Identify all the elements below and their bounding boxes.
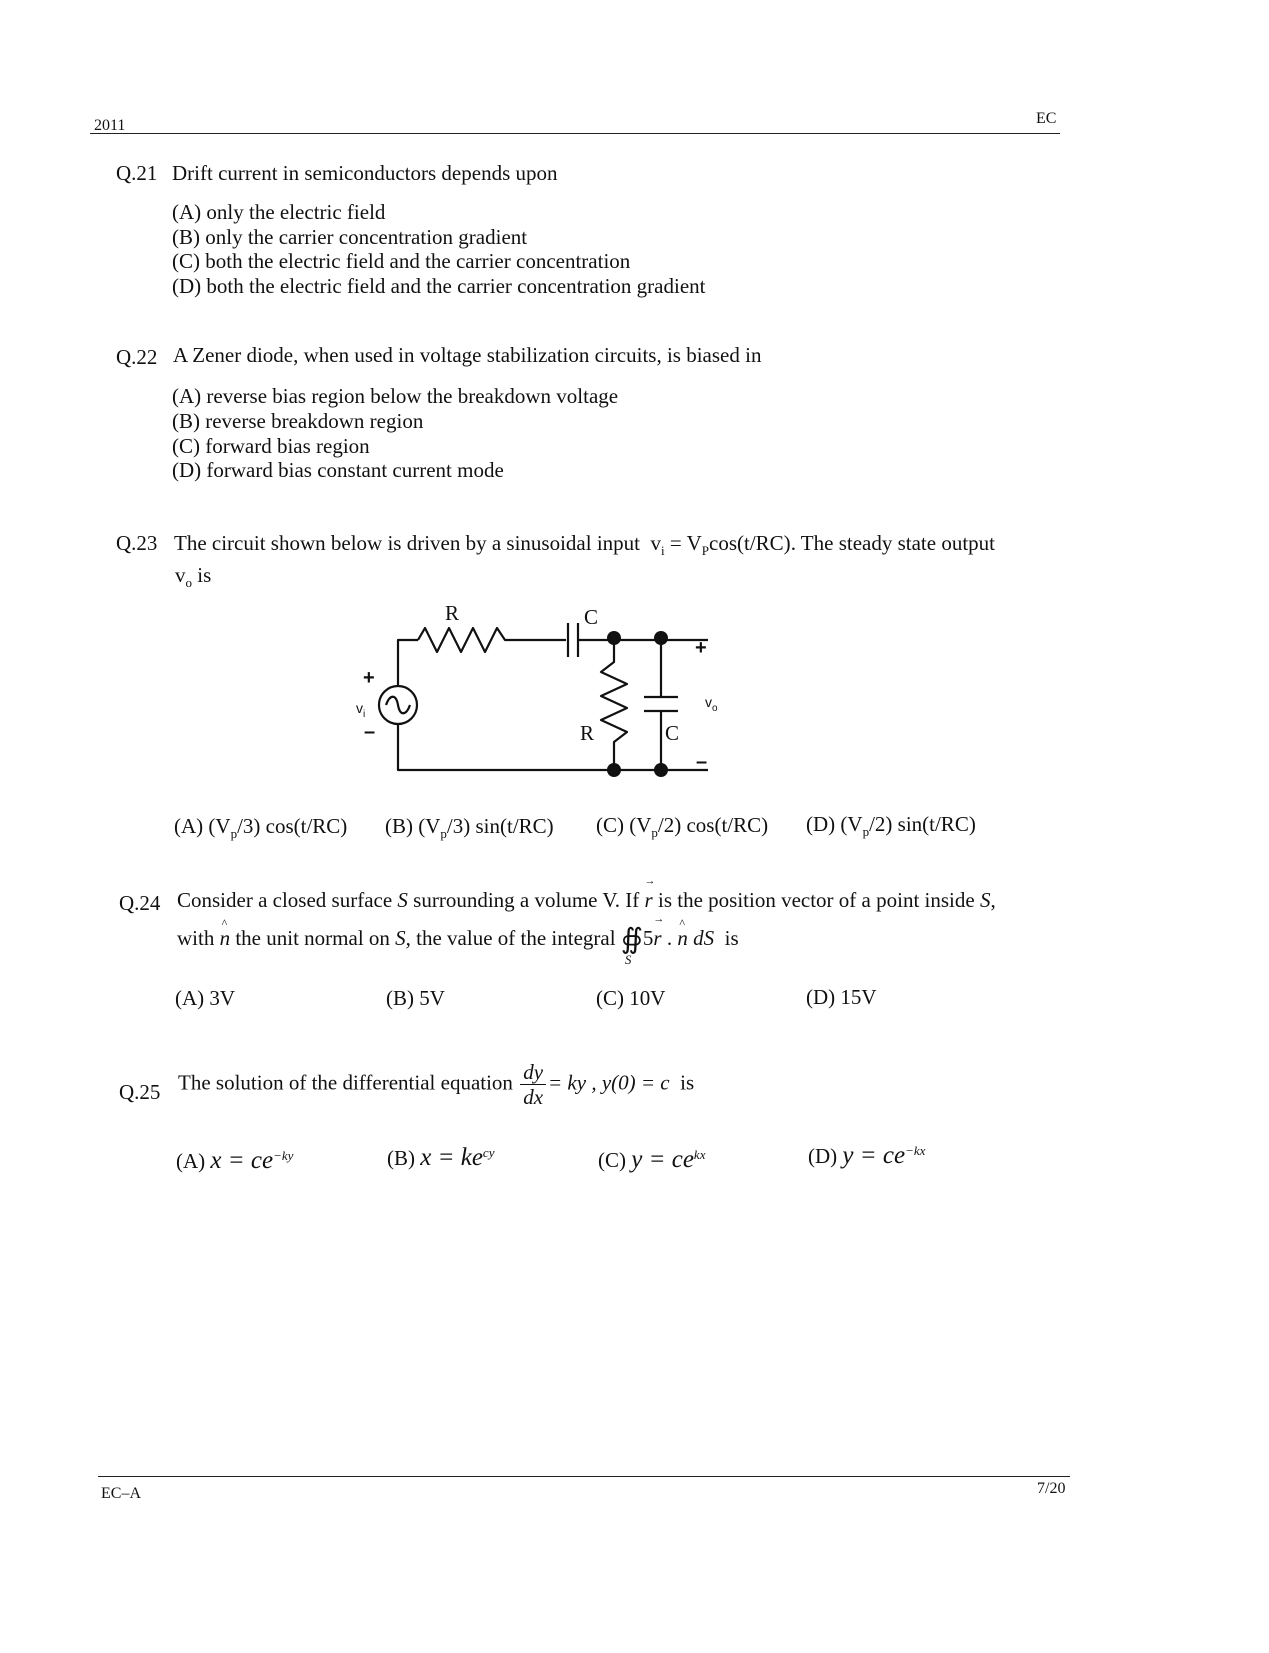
question-text-line-2: with ^ n the unit normal on S, the value of the integral ∯5→ r . ^ n dS S is bbox=[177, 922, 739, 956]
question-text-line-2 bbox=[175, 563, 211, 591]
option-b: (B) 5V bbox=[386, 986, 445, 1010]
header-rule bbox=[90, 133, 1060, 134]
vo-subscript: o bbox=[185, 575, 192, 591]
node-dot bbox=[607, 763, 621, 777]
sine-wave-icon bbox=[386, 697, 410, 714]
header-year: 2011 bbox=[94, 117, 126, 134]
output-minus: – bbox=[696, 751, 708, 773]
question-text-intro: The circuit shown below is driven by a sinusoidal input bbox=[174, 531, 641, 555]
question-number: Q.23 bbox=[116, 531, 158, 555]
vp-symbol: V bbox=[686, 531, 702, 555]
derivative-fraction: $\frac{dy}{dx}$ bbox=[520, 1060, 546, 1109]
surface-integral: ∯5→ r . ^ n dS S bbox=[621, 922, 714, 956]
wire bbox=[398, 640, 418, 686]
option-a: (A) 3V bbox=[175, 986, 236, 1010]
closed-surface-integral-sign: ∯ bbox=[620, 924, 643, 955]
question-text-tail: . The steady state output bbox=[790, 531, 996, 555]
option-c: (C) forward bias region bbox=[172, 434, 370, 458]
option-d: (D) both the electric field and the carrier concentration gradient bbox=[172, 274, 706, 298]
label-c-series: C bbox=[584, 605, 599, 629]
option-d: (D) 15V bbox=[806, 985, 877, 1009]
label-c-shunt: C bbox=[665, 721, 680, 745]
question-number: Q.21 bbox=[116, 161, 158, 185]
vp-subscript: P bbox=[701, 543, 710, 559]
label-r-shunt: R bbox=[580, 721, 595, 745]
header-subject: EC bbox=[1036, 110, 1057, 127]
option-b: (B) $x = ke^{cy}$ bbox=[387, 1144, 495, 1171]
option-a: (A) only the electric field bbox=[172, 200, 386, 224]
option-b: (B) reverse breakdown region bbox=[172, 409, 424, 433]
output-plus: + bbox=[695, 637, 707, 659]
option-b: (B) only the carrier concentration gradient bbox=[172, 225, 528, 249]
input-minus: – bbox=[364, 721, 376, 743]
unit-normal-n: ^ n bbox=[220, 926, 231, 951]
option-a: (A) reverse bias region below the breakdown voltage bbox=[172, 384, 619, 408]
option-d: (D) $(V_p/2)$ sin(t/RC) bbox=[806, 812, 976, 840]
integral-subscript: S bbox=[624, 952, 632, 967]
vi-subscript: i bbox=[661, 543, 665, 559]
input-plus: + bbox=[363, 667, 375, 689]
option-d: (D) forward bias constant current mode bbox=[172, 458, 504, 482]
question-number: Q.25 bbox=[119, 1080, 161, 1104]
node-dot bbox=[654, 631, 668, 645]
footer-rule bbox=[98, 1476, 1070, 1477]
rc-circuit-diagram bbox=[330, 595, 740, 795]
input-argument: cos(t/RC) bbox=[709, 531, 791, 555]
option-d: (D) $y = ce^{-kx}$ bbox=[808, 1142, 926, 1169]
option-c: (C) $y = ce^{kx}$ bbox=[598, 1146, 706, 1173]
position-vector-r: → r bbox=[645, 888, 653, 913]
shunt-resistor bbox=[601, 640, 627, 770]
output-voltage-label: $v_o$ bbox=[705, 694, 718, 714]
question-text: Drift current in semiconductors depends upon bbox=[172, 161, 558, 185]
shunt-capacitor bbox=[644, 640, 678, 770]
option-a: (A) $(V_p/3)$ cos(t/RC) bbox=[174, 814, 348, 842]
option-b: (B) $(V_p/3)$ sin(t/RC) bbox=[385, 814, 554, 842]
question-number: Q.24 bbox=[119, 891, 161, 915]
initial-condition: y(0) = c bbox=[601, 1070, 670, 1095]
option-a: (A) $x = ce^{-ky}$ bbox=[176, 1147, 294, 1174]
surface-s: S bbox=[397, 888, 408, 912]
footer-page-number: 7/20 bbox=[1037, 1480, 1066, 1497]
series-resistor bbox=[418, 628, 566, 652]
series-capacitor bbox=[568, 623, 578, 657]
vo-symbol: v bbox=[175, 563, 186, 587]
question-text: The solution of the differential equation $\frac{dy}{dx}$ = ky , y(0) = c is bbox=[178, 1060, 695, 1109]
question-text bbox=[174, 531, 995, 559]
node-dot bbox=[607, 631, 621, 645]
equals-sign: = bbox=[669, 531, 682, 555]
input-voltage-label: $v_i$ bbox=[356, 700, 366, 720]
option-c: (C) $(V_p/2)$ cos(t/RC) bbox=[596, 813, 769, 841]
footer-paper-code: EC–A bbox=[101, 1485, 141, 1502]
question-text: Consider a closed surface S surrounding a volume V. If → r is the position vector of a point inside S, bbox=[177, 888, 996, 913]
vi-symbol: v bbox=[650, 531, 662, 555]
question-number: Q.22 bbox=[116, 345, 158, 369]
node-dot bbox=[654, 763, 668, 777]
question-text-end: is bbox=[197, 563, 212, 587]
question-text: A Zener diode, when used in voltage stabilization circuits, is biased in bbox=[173, 343, 762, 367]
option-c: (C) both the electric field and the carrier concentration bbox=[172, 249, 631, 273]
label-r-series: R bbox=[445, 601, 460, 625]
option-c: (C) 10V bbox=[596, 986, 666, 1010]
